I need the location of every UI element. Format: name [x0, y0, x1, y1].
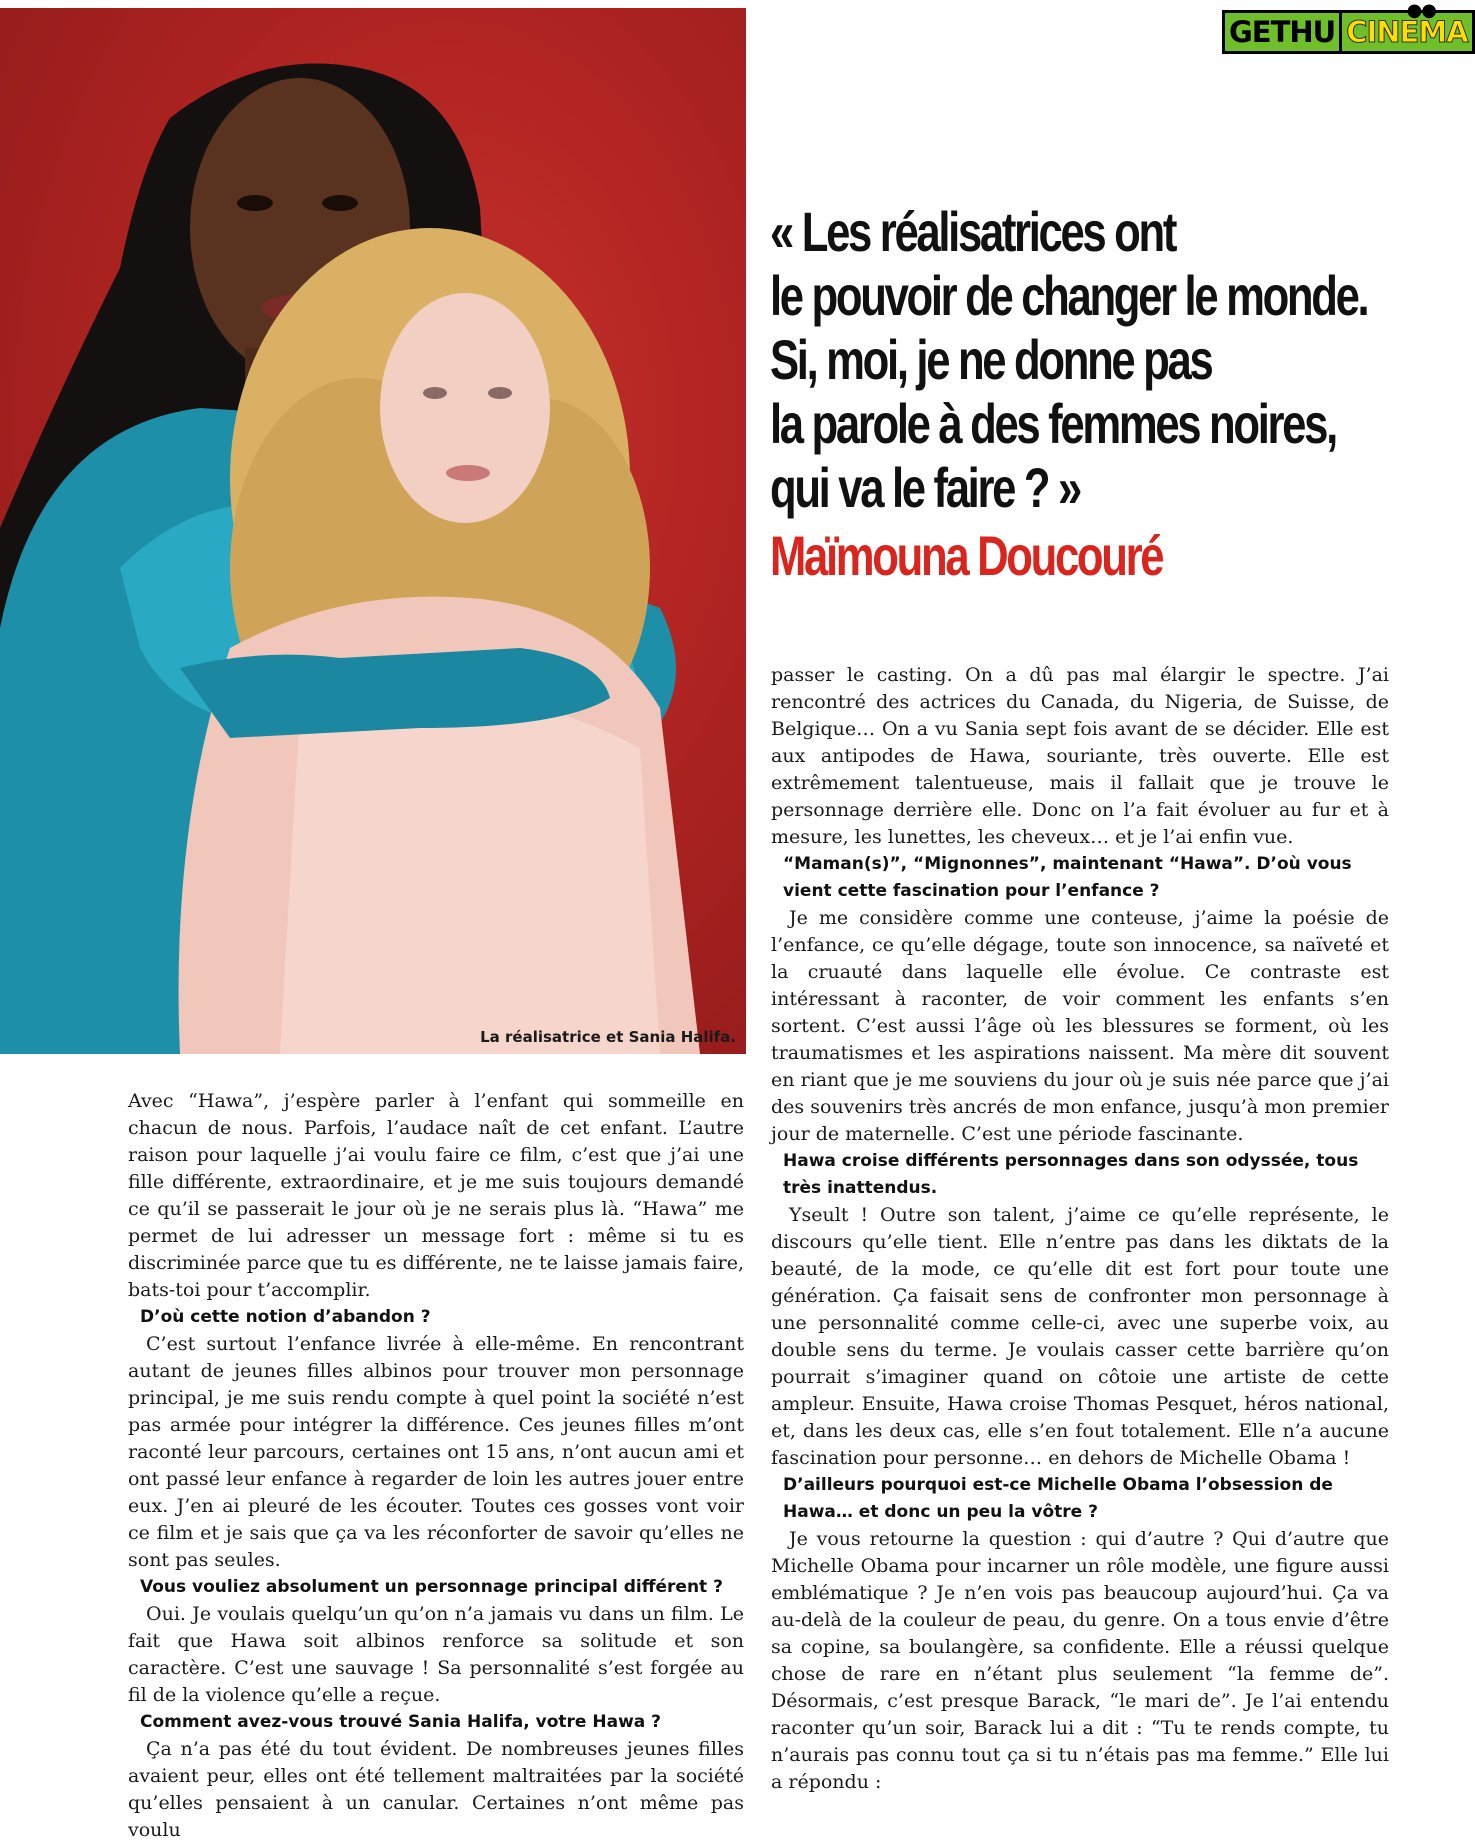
logo-part-cinema: CINEMA [1342, 10, 1474, 54]
quote-author: Maïmouna Doucouré [770, 524, 1163, 587]
paragraph: Je vous retourne la question : qui d’autre ? Qui d’autre que Michelle Obama pour incarner un rôle modèle, une figure aussi emblématique ? Je n’en vois pas beaucoup aujourd’hui. Ça va au-delà de la couleur de peau, du genre. On a tous envie d’être sa copine, sa boulangère, sa confidente. Elle a réussi quelque chose de rare en n’étant plus seulement “la femme de”. Désormais, c’est presque Barack, “le mari de”. Je l’ai entendu raconter qu’un soir, Barack lui a dit : “Tu te rends compte, tu n’aurais pas connu tout ça si tu n’étais pas ma femme.” Elle lui a répondu : [771, 1528, 1389, 1793]
photo-caption: La réalisatrice et Sania Halifa. [480, 1028, 736, 1046]
paragraph: Oui. Je voulais quelqu’un qu’on n’a jamais vu dans un film. Le fait que Hawa soit albinos renforce sa solitude et son caractère. C’est une sauvage ! Sa personnalité s’est forgée au fil de la violence qu’elle a reçue. [128, 1603, 744, 1706]
paragraph: Yseult ! Outre son talent, j’aime ce qu’elle représente, le discours qu’elle tient. Elle n’entre pas dans les diktats de la beauté, de la mode, ce qu’elle dit est fort pour toute une génération. Ça faisait sens de confronter mon personnage à une personnalité comme celle-ci, avec une superbe voix, au double sens du terme. Je voulais casser cette barrière qu’on pourrait s’imaginer quand on côtoie une artiste de cette ampleur. Ensuite, Hawa croise Thomas Pesquet, héros national, et, dans les deux cas, elle s’en fout totalement. Elle n’a aucune fascination pour personne… en dehors de Michelle Obama ! [771, 1204, 1389, 1469]
logo-part-gethu: GETHU [1222, 10, 1342, 54]
paragraph: Avec “Hawa”, j’espère parler à l’enfant qui sommeille en chacun de nous. Parfois, l’audace naît de cet enfant. L’autre raison pour laquelle j’ai voulu faire ce film, c’est que j’ai une fille différente, extraordinaire, et je me suis toujours demandé ce qu’il se passerait le jour où je ne serais plus là. “Hawa” me permet de lui adresser un message fort : même si tu es discriminée parce que tu es différente, ne te laisse jamais faire, bats-toi pour t’accomplir. [128, 1090, 744, 1301]
film-reel-icon: ●● [1406, 0, 1436, 21]
interview-question: D’ailleurs pourquoi est-ce Michelle Obama l’obsession de Hawa… et donc un peu la vôtre ? [783, 1475, 1333, 1522]
portrait-photo [0, 8, 746, 1054]
paragraph: Je me considère comme une conteuse, j’aime la poésie de l’enfance, ce qu’elle dégage, toute son innocence, sa naïveté et la cruauté dans laquelle elle évolue. Ce contraste est intéressant à raconter, de voir comment les enfants s’en sortent. C’est aussi l’âge où les blessures se forment, où les traumatismes et les aspirations naissent. Ma mère dit souvent en riant que je me souviens du jour où je suis née parce que j’ai des souvenirs très ancrés de mon enfance, jusqu’à mon premier jour de maternelle. C’est une période fascinante. [771, 907, 1389, 1145]
paragraph: Ça n’a pas été du tout évident. De nombreuses jeunes filles avaient peur, elles ont été tellement maltraitées par la société qu’elles pensaient à un canular. Certaines n’ont même pas voulu [128, 1738, 744, 1841]
quote-line: « Les réalisatrices ont [770, 200, 1176, 263]
paragraph: passer le casting. On a dû pas mal élargir le spectre. J’ai rencontré des actrices du Canada, du Nigeria, de Suisse, de Belgique… On a vu Sania sept fois avant de se décider. Elle est aux antipodes de Hawa, souriante, très ouverte. Elle est extrêmement talentueuse, mais il fallait que je trouve le personnage derrière elle. Donc on l’a fait évoluer au fur et à mesure, les lunettes, les cheveux… et je l’ai enfin vue. [771, 664, 1389, 848]
quote-line: qui va le faire ? » [770, 456, 1080, 519]
portrait-illustration [0, 8, 746, 1054]
interview-question: Comment avez-vous trouvé Sania Halifa, votre Hawa ? [140, 1712, 662, 1732]
quote-line: le pouvoir de changer le monde. [770, 264, 1368, 327]
article-column-left [128, 1088, 744, 1844]
interview-question: Hawa croise différents personnages dans son odyssée, tous très inattendus. [783, 1151, 1359, 1198]
pull-quote [770, 200, 1368, 588]
interview-question: “Maman(s)”, “Mignonnes”, maintenant “Hawa”. D’où vous vient cette fascination pour l’enfance ? [783, 854, 1352, 901]
interview-question: Vous vouliez absolument un personnage principal différent ? [140, 1577, 723, 1597]
interview-question: D’où cette notion d’abandon ? [140, 1307, 431, 1327]
paragraph: C’est surtout l’enfance livrée à elle-même. En rencontrant autant de jeunes filles albinos pour trouver mon personnage principal, je me suis rendu compte à quel point la société n’est pas armée pour intégrer la différence. Ces jeunes filles m’ont raconté leur parcours, certaines ont 15 ans, n’ont aucun ami et ont passé leur enfance à regarder de loin les autres jouer entre eux. J’en ai pleuré de les écouter. Toutes ces gosses vont voir ce film et je sais que ça va les réconforter de savoir qu’elles ne sont pas seules. [128, 1333, 744, 1571]
gethu-cinema-logo [1222, 0, 1468, 54]
quote-line: la parole à des femmes noires, [770, 392, 1336, 455]
quote-line: Si, moi, je ne donne pas [770, 328, 1212, 391]
article-column-right [771, 662, 1389, 1796]
